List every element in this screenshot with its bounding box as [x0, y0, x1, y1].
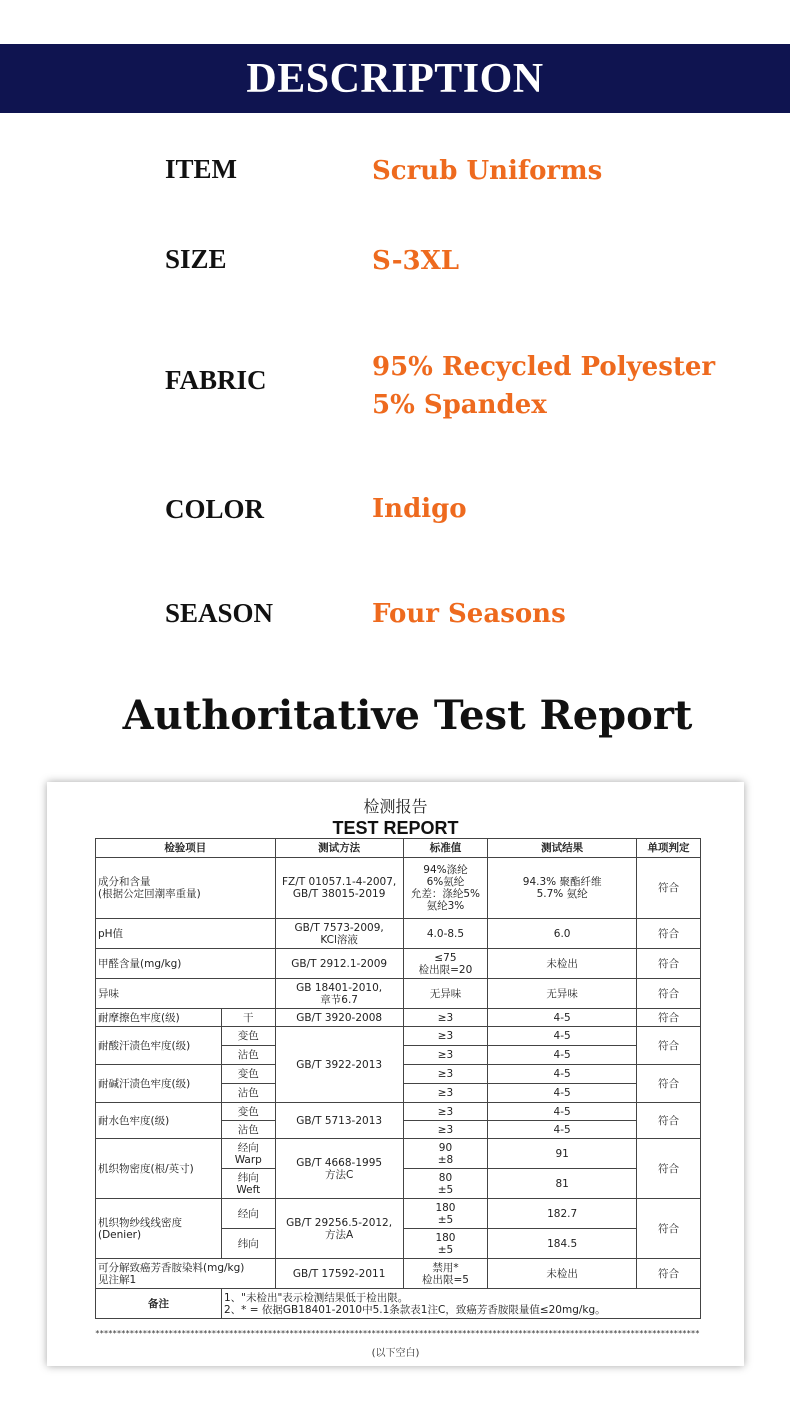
test-report-document — [47, 782, 744, 1366]
cell-item: 机织物纱线线密度 (Denier) — [96, 1199, 222, 1259]
spec-label-size: SIZE — [165, 244, 227, 274]
cell-result: 未检出 — [488, 1259, 637, 1289]
cell-item: 甲醛含量(mg/kg) — [96, 949, 276, 979]
test-report-table — [95, 838, 701, 1319]
table-row — [96, 979, 701, 1009]
spec-value-color: Indigo — [372, 494, 467, 524]
cell-result: 未检出 — [488, 949, 637, 979]
table-row — [96, 949, 701, 979]
cell-result: 4-5 — [488, 1065, 637, 1084]
cell-standard: ≥3 — [403, 1121, 488, 1139]
remarks-row — [96, 1289, 701, 1319]
header-standard: 标准值 — [403, 839, 488, 858]
cell-item: 可分解致癌芳香胺染料(mg/kg) 见注解1 — [96, 1259, 276, 1289]
cell-result: 91 — [488, 1139, 637, 1169]
cell-sub: 纬向 Weft — [221, 1169, 275, 1199]
spec-label-item: ITEM — [165, 154, 238, 184]
cell-verdict: 符合 — [636, 1259, 700, 1289]
cell-item: 耐酸汗渍色牢度(级) — [96, 1027, 222, 1065]
cell-result: 4-5 — [488, 1009, 637, 1027]
cell-standard: 无异味 — [403, 979, 488, 1009]
cell-verdict: 符合 — [636, 1139, 700, 1199]
cell-sub: 经向 Warp — [221, 1139, 275, 1169]
cell-standard: ≥3 — [403, 1027, 488, 1046]
cell-standard: 180 ±5 — [403, 1229, 488, 1259]
cell-result: 4-5 — [488, 1027, 637, 1046]
cell-result: 184.5 — [488, 1229, 637, 1259]
cell-item: 异味 — [96, 979, 276, 1009]
header-method: 测试方法 — [275, 839, 403, 858]
cell-standard: ≥3 — [403, 1103, 488, 1121]
cell-item: 耐水色牢度(级) — [96, 1103, 222, 1139]
table-row — [96, 858, 701, 919]
cell-method: GB/T 17592-2011 — [275, 1259, 403, 1289]
cell-sub: 沾色 — [221, 1121, 275, 1139]
cell-verdict: 符合 — [636, 1103, 700, 1139]
cell-sub: 沾色 — [221, 1084, 275, 1103]
cell-standard: 90 ±8 — [403, 1139, 488, 1169]
cell-method: GB/T 4668-1995 方法C — [275, 1139, 403, 1199]
doc-title-en: TEST REPORT — [332, 818, 459, 838]
cell-method: GB/T 29256.5-2012, 方法A — [275, 1199, 403, 1259]
cell-method: GB/T 2912.1-2009 — [275, 949, 403, 979]
cell-verdict: 符合 — [636, 1199, 700, 1259]
cell-verdict: 符合 — [636, 858, 700, 919]
cell-sub: 纬向 — [221, 1229, 275, 1259]
cell-item: 耐摩擦色牢度(级) — [96, 1009, 222, 1027]
cell-item: pH值 — [96, 919, 276, 949]
report-heading: Authoritative Test Report — [122, 692, 693, 739]
spec-value-item: Scrub Uniforms — [372, 156, 603, 186]
table-row — [96, 1009, 701, 1027]
remarks-text: 1、"未检出"表示检测结果低于检出限。 2、* = 依据GB18401-2010中5.1条款表1注C，致癌芳香胺限量值≤20mg/kg。 — [221, 1289, 700, 1319]
cell-item: 机织物密度(根/英寸) — [96, 1139, 222, 1199]
cell-sub: 变色 — [221, 1103, 275, 1121]
spec-value-season: Four Seasons — [372, 599, 566, 629]
cell-sub: 经向 — [221, 1199, 275, 1229]
cell-standard: ≤75 检出限=20 — [403, 949, 488, 979]
spec-value-size: S-3XL — [372, 246, 460, 276]
cell-standard: 4.0-8.5 — [403, 919, 488, 949]
remarks-label: 备注 — [96, 1289, 222, 1319]
spec-value-fabric-2: 5% Spandex — [372, 390, 547, 420]
cell-method: GB/T 7573-2009, KCl溶液 — [275, 919, 403, 949]
cell-verdict: 符合 — [636, 949, 700, 979]
cell-result: 4-5 — [488, 1084, 637, 1103]
cell-standard: 80 ±5 — [403, 1169, 488, 1199]
spec-label-season: SEASON — [165, 598, 274, 628]
table-row — [96, 1139, 701, 1169]
cell-standard: ≥3 — [403, 1009, 488, 1027]
cell-standard: ≥3 — [403, 1065, 488, 1084]
cell-standard: 94%涤纶 6%氨纶 允差：涤纶5% 氨纶3% — [403, 858, 488, 919]
table-row — [96, 1259, 701, 1289]
cell-standard: ≥3 — [403, 1084, 488, 1103]
cell-method: GB/T 3922-2013 — [275, 1027, 403, 1103]
cell-item: 耐碱汗渍色牢度(级) — [96, 1065, 222, 1103]
table-row — [96, 1199, 701, 1229]
table-header-row — [96, 839, 701, 858]
cell-verdict: 符合 — [636, 1027, 700, 1065]
cell-item: 成分和含量 (根据公定回潮率重量) — [96, 858, 276, 919]
cell-result: 4-5 — [488, 1103, 637, 1121]
cell-standard: 禁用* 检出限=5 — [403, 1259, 488, 1289]
cell-sub: 变色 — [221, 1027, 275, 1046]
cell-result: 4-5 — [488, 1046, 637, 1065]
header-verdict: 单项判定 — [636, 839, 700, 858]
cell-sub: 变色 — [221, 1065, 275, 1084]
cell-standard: ≥3 — [403, 1046, 488, 1065]
cell-result: 无异味 — [488, 979, 637, 1009]
cell-sub: 干 — [221, 1009, 275, 1027]
cell-method: GB/T 3920-2008 — [275, 1009, 403, 1027]
doc-title-cn: 检测报告 — [363, 797, 428, 816]
cell-verdict: 符合 — [636, 979, 700, 1009]
header-result: 测试结果 — [488, 839, 637, 858]
cell-sub: 沾色 — [221, 1046, 275, 1065]
cell-result: 182.7 — [488, 1199, 637, 1229]
cell-method: GB 18401-2010, 章节6.7 — [275, 979, 403, 1009]
header-item: 检验项目 — [96, 839, 276, 858]
banner-title: DESCRIPTION — [246, 55, 544, 102]
cell-result: 94.3% 聚酯纤维 5.7% 氨纶 — [488, 858, 637, 919]
cell-verdict: 符合 — [636, 1009, 700, 1027]
table-row — [96, 1103, 701, 1121]
blank-note: (以下空白) — [371, 1348, 420, 1359]
table-row — [96, 919, 701, 949]
spec-label-color: COLOR — [165, 494, 265, 524]
cell-method: FZ/T 01057.1-4-2007, GB/T 38015-2019 — [275, 858, 403, 919]
spec-label-fabric: FABRIC — [165, 365, 267, 395]
cell-verdict: 符合 — [636, 1065, 700, 1103]
cell-result: 6.0 — [488, 919, 637, 949]
spec-value-fabric-1: 95% Recycled Polyester — [372, 352, 716, 382]
table-row — [96, 1027, 701, 1046]
cell-standard: 180 ±5 — [403, 1199, 488, 1229]
cell-result: 81 — [488, 1169, 637, 1199]
description-banner — [0, 44, 790, 113]
cell-method: GB/T 5713-2013 — [275, 1103, 403, 1139]
cell-result: 4-5 — [488, 1121, 637, 1139]
cell-verdict: 符合 — [636, 919, 700, 949]
end-of-report-stars: ******************************************************************************************************************************************** — [95, 1329, 700, 1338]
